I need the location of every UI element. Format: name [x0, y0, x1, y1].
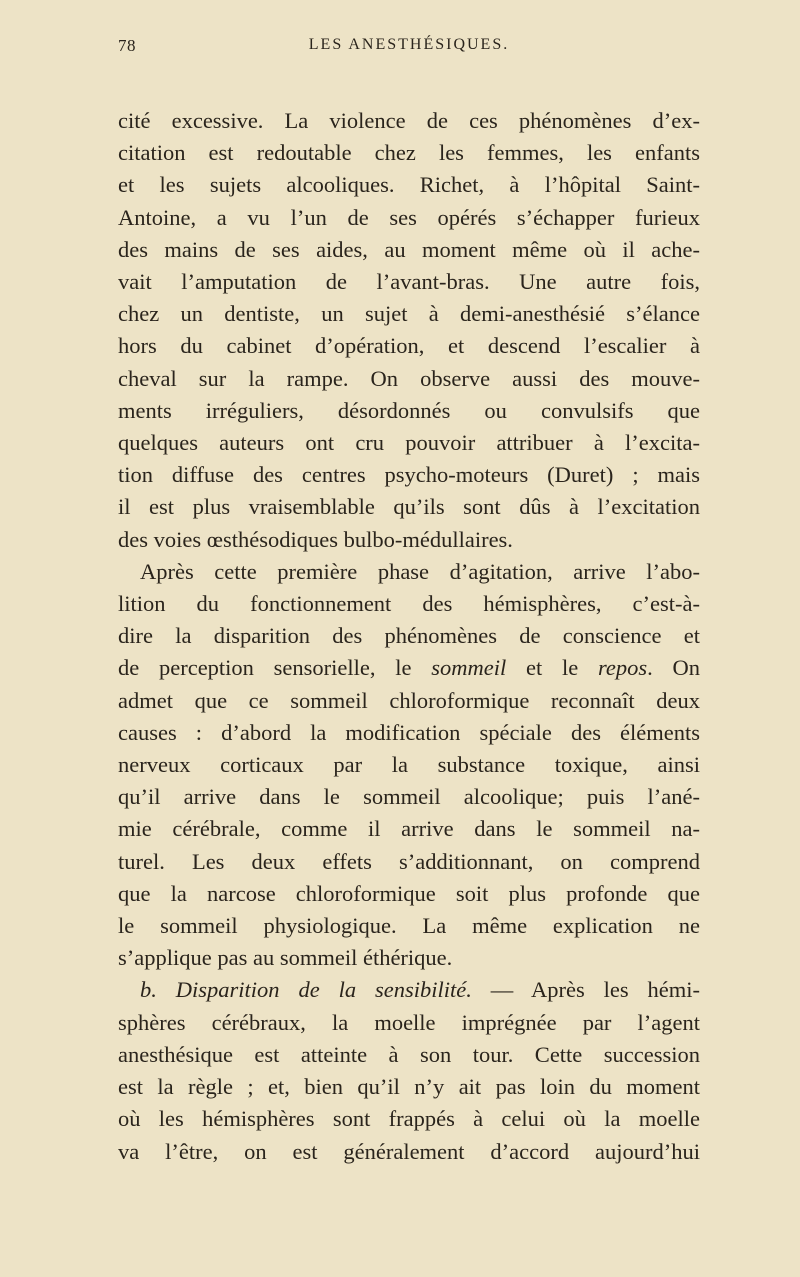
text-line — [118, 652, 700, 684]
text-line: où les hémisphères sont frappés à celui où la moelle — [118, 1106, 700, 1132]
text-run: . On — [647, 655, 700, 681]
text-line: cité excessive. La violence de ces phénomènes d’ex- — [118, 108, 700, 133]
italic-term-repos: repos — [597, 655, 648, 681]
running-head — [118, 36, 700, 60]
paragraph-2 — [118, 556, 700, 975]
text-line: causes : d’abord la modification spéciale des éléments — [118, 719, 700, 745]
text-line: chez un dentiste, un sujet à demi-anesthésié s’élance — [118, 301, 700, 327]
text-run: de perception sensorielle, le — [118, 655, 432, 681]
text-line: est la règle ; et, bien qu’il n’y ait pas loin du moment — [118, 1074, 700, 1100]
section-label: b. Disparition de la sensibilité. — [140, 977, 472, 1003]
text-line: il est plus vraisemblable qu’ils sont dûs à l’excitation — [118, 494, 700, 520]
text-line: vait l’amputation de l’avant-bras. Une autre fois, — [118, 269, 700, 295]
text-line: le sommeil physiologique. La même explication ne — [118, 913, 700, 939]
text-line — [118, 974, 700, 1006]
text-line: cheval sur la rampe. On observe aussi des mouve- — [118, 365, 700, 391]
text-line: hors du cabinet d’opération, et descend l’escalier à — [118, 333, 700, 359]
body-text — [118, 105, 700, 1168]
text-line: des mains de ses aides, au moment même où il ache- — [118, 236, 700, 262]
text-line: ments irréguliers, désordonnés ou convulsifs que — [118, 397, 700, 423]
text-line: anesthésique est atteinte à son tour. Cette succession — [118, 1041, 700, 1067]
text-run: et le — [506, 655, 598, 681]
text-line: nerveux corticaux par la substance toxique, ainsi — [118, 752, 700, 778]
text-line: citation est redoutable chez les femmes, les enfants — [118, 140, 700, 166]
text-line: admet que ce sommeil chloroformique reconnaît deux — [118, 687, 700, 713]
paragraph-3 — [118, 974, 700, 1167]
text-line: Antoine, a vu l’un de ses opérés s’échapper furieux — [118, 204, 700, 230]
text-line: qu’il arrive dans le sommeil alcoolique; puis l’ané- — [118, 784, 700, 810]
text-line: dire la disparition des phénomènes de conscience et — [118, 623, 700, 649]
text-line: que la narcose chloroformique soit plus profonde que — [118, 880, 700, 906]
page-number: 78 — [118, 36, 136, 55]
text-line: tion diffuse des centres psycho-moteurs (Duret) ; mais — [118, 462, 700, 488]
text-line: quelques auteurs ont cru pouvoir attribuer à l’excita- — [118, 430, 700, 456]
text-line: mie cérébrale, comme il arrive dans le sommeil na- — [118, 816, 700, 842]
text-line: Après cette première phase d’agitation, arrive l’abo- — [140, 558, 700, 584]
text-line: sphères cérébraux, la moelle imprégnée par l’agent — [118, 1009, 700, 1035]
text-run: — Après les hémi- — [471, 977, 700, 1003]
running-title: LES ANESTHÉSIQUES. — [308, 36, 510, 53]
paragraph-1 — [118, 105, 700, 556]
italic-term-sommeil: sommeil — [431, 655, 507, 681]
text-line: turel. Les deux effets s’additionnant, on comprend — [118, 848, 700, 874]
text-line: s’applique pas au sommeil éthérique. — [118, 945, 453, 971]
text-line: lition du fonctionnement des hémisphères, c’est-à- — [118, 591, 700, 617]
text-line: va l’être, on est généralement d’accord aujourd’hui — [118, 1138, 700, 1164]
text-line: et les sujets alcooliques. Richet, à l’hôpital Saint- — [118, 172, 700, 198]
text-line: des voies œsthésodiques bulbo-médullaires. — [118, 526, 513, 552]
